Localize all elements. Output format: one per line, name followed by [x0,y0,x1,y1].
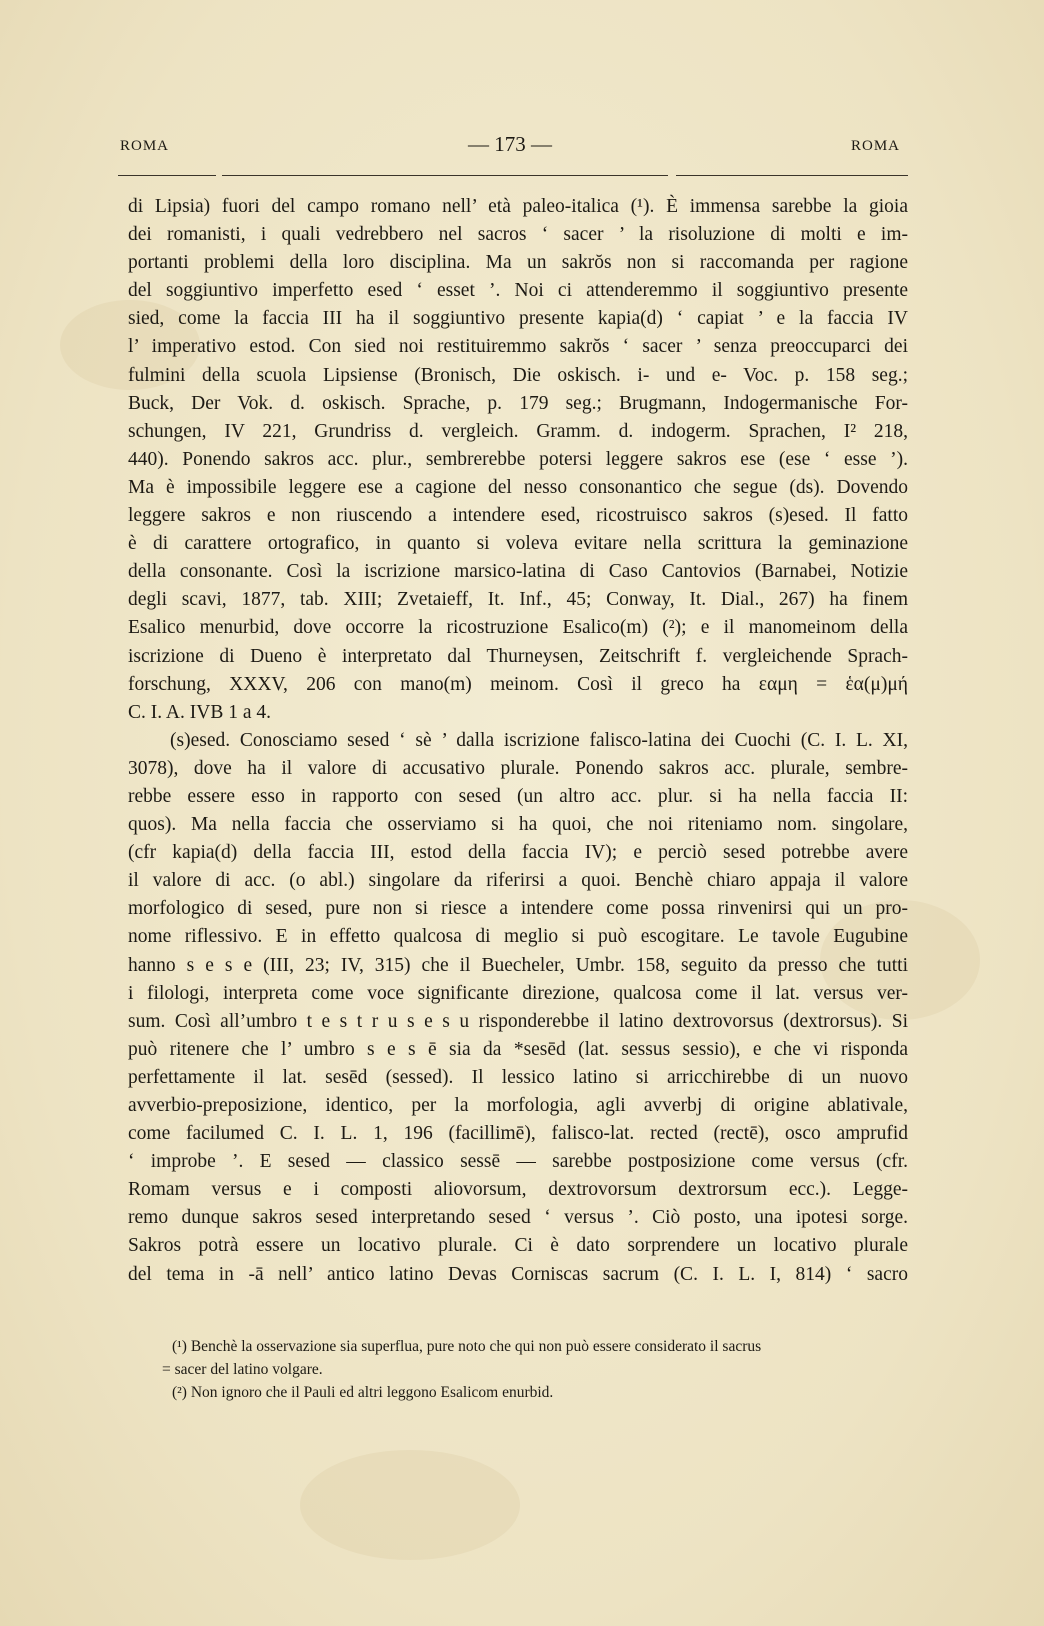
text-line: ‘ improbe ’. E sesed — classico sessē — sarebbe postposizione come versus (cfr. [128,1151,908,1173]
text-line: Ma è impossibile leggere ese a cagione del nesso consonantico che segue (ds). Dovendo [128,476,908,498]
text-line: rebbe essere esso in rapporto con sesed (un altro acc. plur. si ha nella faccia II: [128,785,908,807]
text-line: iscrizione di Dueno è interpretato dal Thurneysen, Zeitschrift f. vergleichende Sprach- [128,645,908,667]
footnotes [162,1335,912,1404]
text-line: il valore di acc. (o abl.) singolare da riferirsi a quoi. Benchè chiaro appaja il valore [128,870,908,892]
footnote-line: (¹) Benchè la osservazione sia superflua, pure noto che qui non può essere considerato il sacrus [172,1338,762,1355]
text-line: è di carattere ortografico, in quanto si voleva evitare nella scrittura la geminazione [128,533,908,555]
text-line: hanno s e s e (III, 23; IV, 315) che il Buecheler, Umbr. 158, seguito da presso che tutti [128,954,908,976]
text-line: l’ imperativo estod. Con sied noi restituiremmo sakrŏs ‘ sacer ’ senza preoccuparci dei [128,336,908,358]
running-head-right: ROMA [850,138,900,154]
text-line: fulmini della scuola Lipsiense (Bronisch, Die oskisch. i- und e- Voc. p. 158 seg.; [128,364,908,386]
text-line: Buck, Der Vok. d. oskisch. Sprache, p. 179 seg.; Brugmann, Indogermanische For- [128,392,908,414]
text-line: portanti problemi della loro disciplina. Ma un sakrŏs non si raccomanda per ragione [128,252,908,274]
body-text [128,193,908,1289]
text-line: leggere sakros e non riuscendo a intendere esed, ricostruisco sakros (s)esed. Il fatto [128,505,908,527]
text-line: (s)esed. Conosciamo sesed ‘ sè ’ dalla iscrizione falisco-latina dei Cuochi (C. I. L. XI, [170,729,908,751]
text-line: avverbio-preposizione, identico, per la morfologia, agli avverbj di origine ablativale, [128,1095,908,1116]
running-head-left: ROMA [120,138,170,154]
text-line: di Lipsia) fuori del campo romano nell’ età paleo-italica (¹). È immensa sarebbe la gioia [128,196,908,217]
header-rule [118,175,216,176]
text-line: 440). Ponendo sakros acc. plur., sembrerebbe potersi leggere sakros ese (ese ‘ esse ’). [128,448,908,470]
text-line: Sakros potrà essere un locativo plurale. Ci è dato sorprendere un locativo plurale [128,1235,908,1257]
footnote-line: = sacer del latino volgare. [162,1361,323,1378]
text-line: sum. Così all’umbro t e s t r u s e s u risponderebbe il latino dextrovorsus (dextrorsus). Si [128,1010,908,1032]
text-line: sied, come la faccia III ha il soggiuntivo presente kapia(d) ‘ capiat ’ e la faccia IV [128,308,908,330]
text-line: morfologico di sesed, pure non si riesce a intendere come possa rinvenirsi qui un pro- [128,898,908,920]
page-number: — 173 — [468,132,552,156]
text-line: come facilumed C. I. L. 1, 196 (facillimē), falisco-lat. rected (rectē), osco amprufid [128,1123,908,1145]
header-rule [222,175,668,176]
text-line: remo dunque sakros sesed interpretando sesed ‘ versus ’. Ciò posto, una ipotesi sorge. [128,1207,908,1229]
text-line: schungen, IV 221, Grundriss d. vergleich. Gramm. d. indogerm. Sprachen, I² 218, [128,420,908,442]
text-line: 3078), dove ha il valore di accusativo plurale. Ponendo sakros acc. plurale, sembre- [128,757,908,779]
text-line: (cfr kapia(d) della faccia III, estod della faccia IV); e perciò sesed potrebbe avere [128,842,908,864]
text-line: forschung, XXXV, 206 con mano(m) meinom. Così il greco ha εαμη = ἑα(μ)μή [128,673,908,695]
text-line: nome riflessivo. E in effetto qualcosa di meglio si può escogitare. Le tavole Eugubine [128,926,908,948]
running-head [120,132,900,162]
footnote-line: (²) Non ignoro che il Pauli ed altri leggono Esalicom enurbid. [172,1384,554,1401]
text-line: quos). Ma nella faccia che osserviamo si ha quoi, che noi riteniamo nom. singolare, [128,814,908,836]
text-line: i filologi, interpreta come voce significante direzione, qualcosa come il lat. versus ver- [128,982,908,1004]
text-line: della consonante. Così la iscrizione marsico-latina di Caso Cantovios (Barnabei, Notizie [128,561,908,583]
text-line: del tema in -ā nell’ antico latino Devas Corniscas sacrum (C. I. L. I, 814) ‘ sacro [128,1263,908,1285]
text-line: Romam versus e i composti aliovorsum, dextrovorsum dextrorsum ecc.). Legge- [128,1179,908,1201]
text-line: degli scavi, 1877, tab. XIII; Zvetaieff, It. Inf., 45; Conway, It. Dial., 267) ha finem [128,589,908,611]
text-line: del soggiuntivo imperfetto esed ‘ esset ’. Noi ci attenderemmo il soggiuntivo presente [128,280,908,302]
text-line: dei romanisti, i quali vedrebbero nel sacros ‘ sacer ’ la risoluzione di molti e im- [128,224,908,246]
text-line: perfettamente il lat. sesēd (sessed). Il lessico latino si arricchirebbe di un nuovo [128,1066,908,1088]
paper-stain [300,1450,520,1560]
text-line: C. I. A. IVB 1 a 4. [128,701,271,723]
text-line: Esalico menurbid, dove occorre la ricostruzione Esalico(m) (²); e il manomeinom della [128,617,908,639]
header-rule [676,175,908,176]
text-line: può ritenere che l’ umbro s e s ē sia da *sesēd (lat. sessus sessio), e che vi risponda [128,1038,908,1060]
